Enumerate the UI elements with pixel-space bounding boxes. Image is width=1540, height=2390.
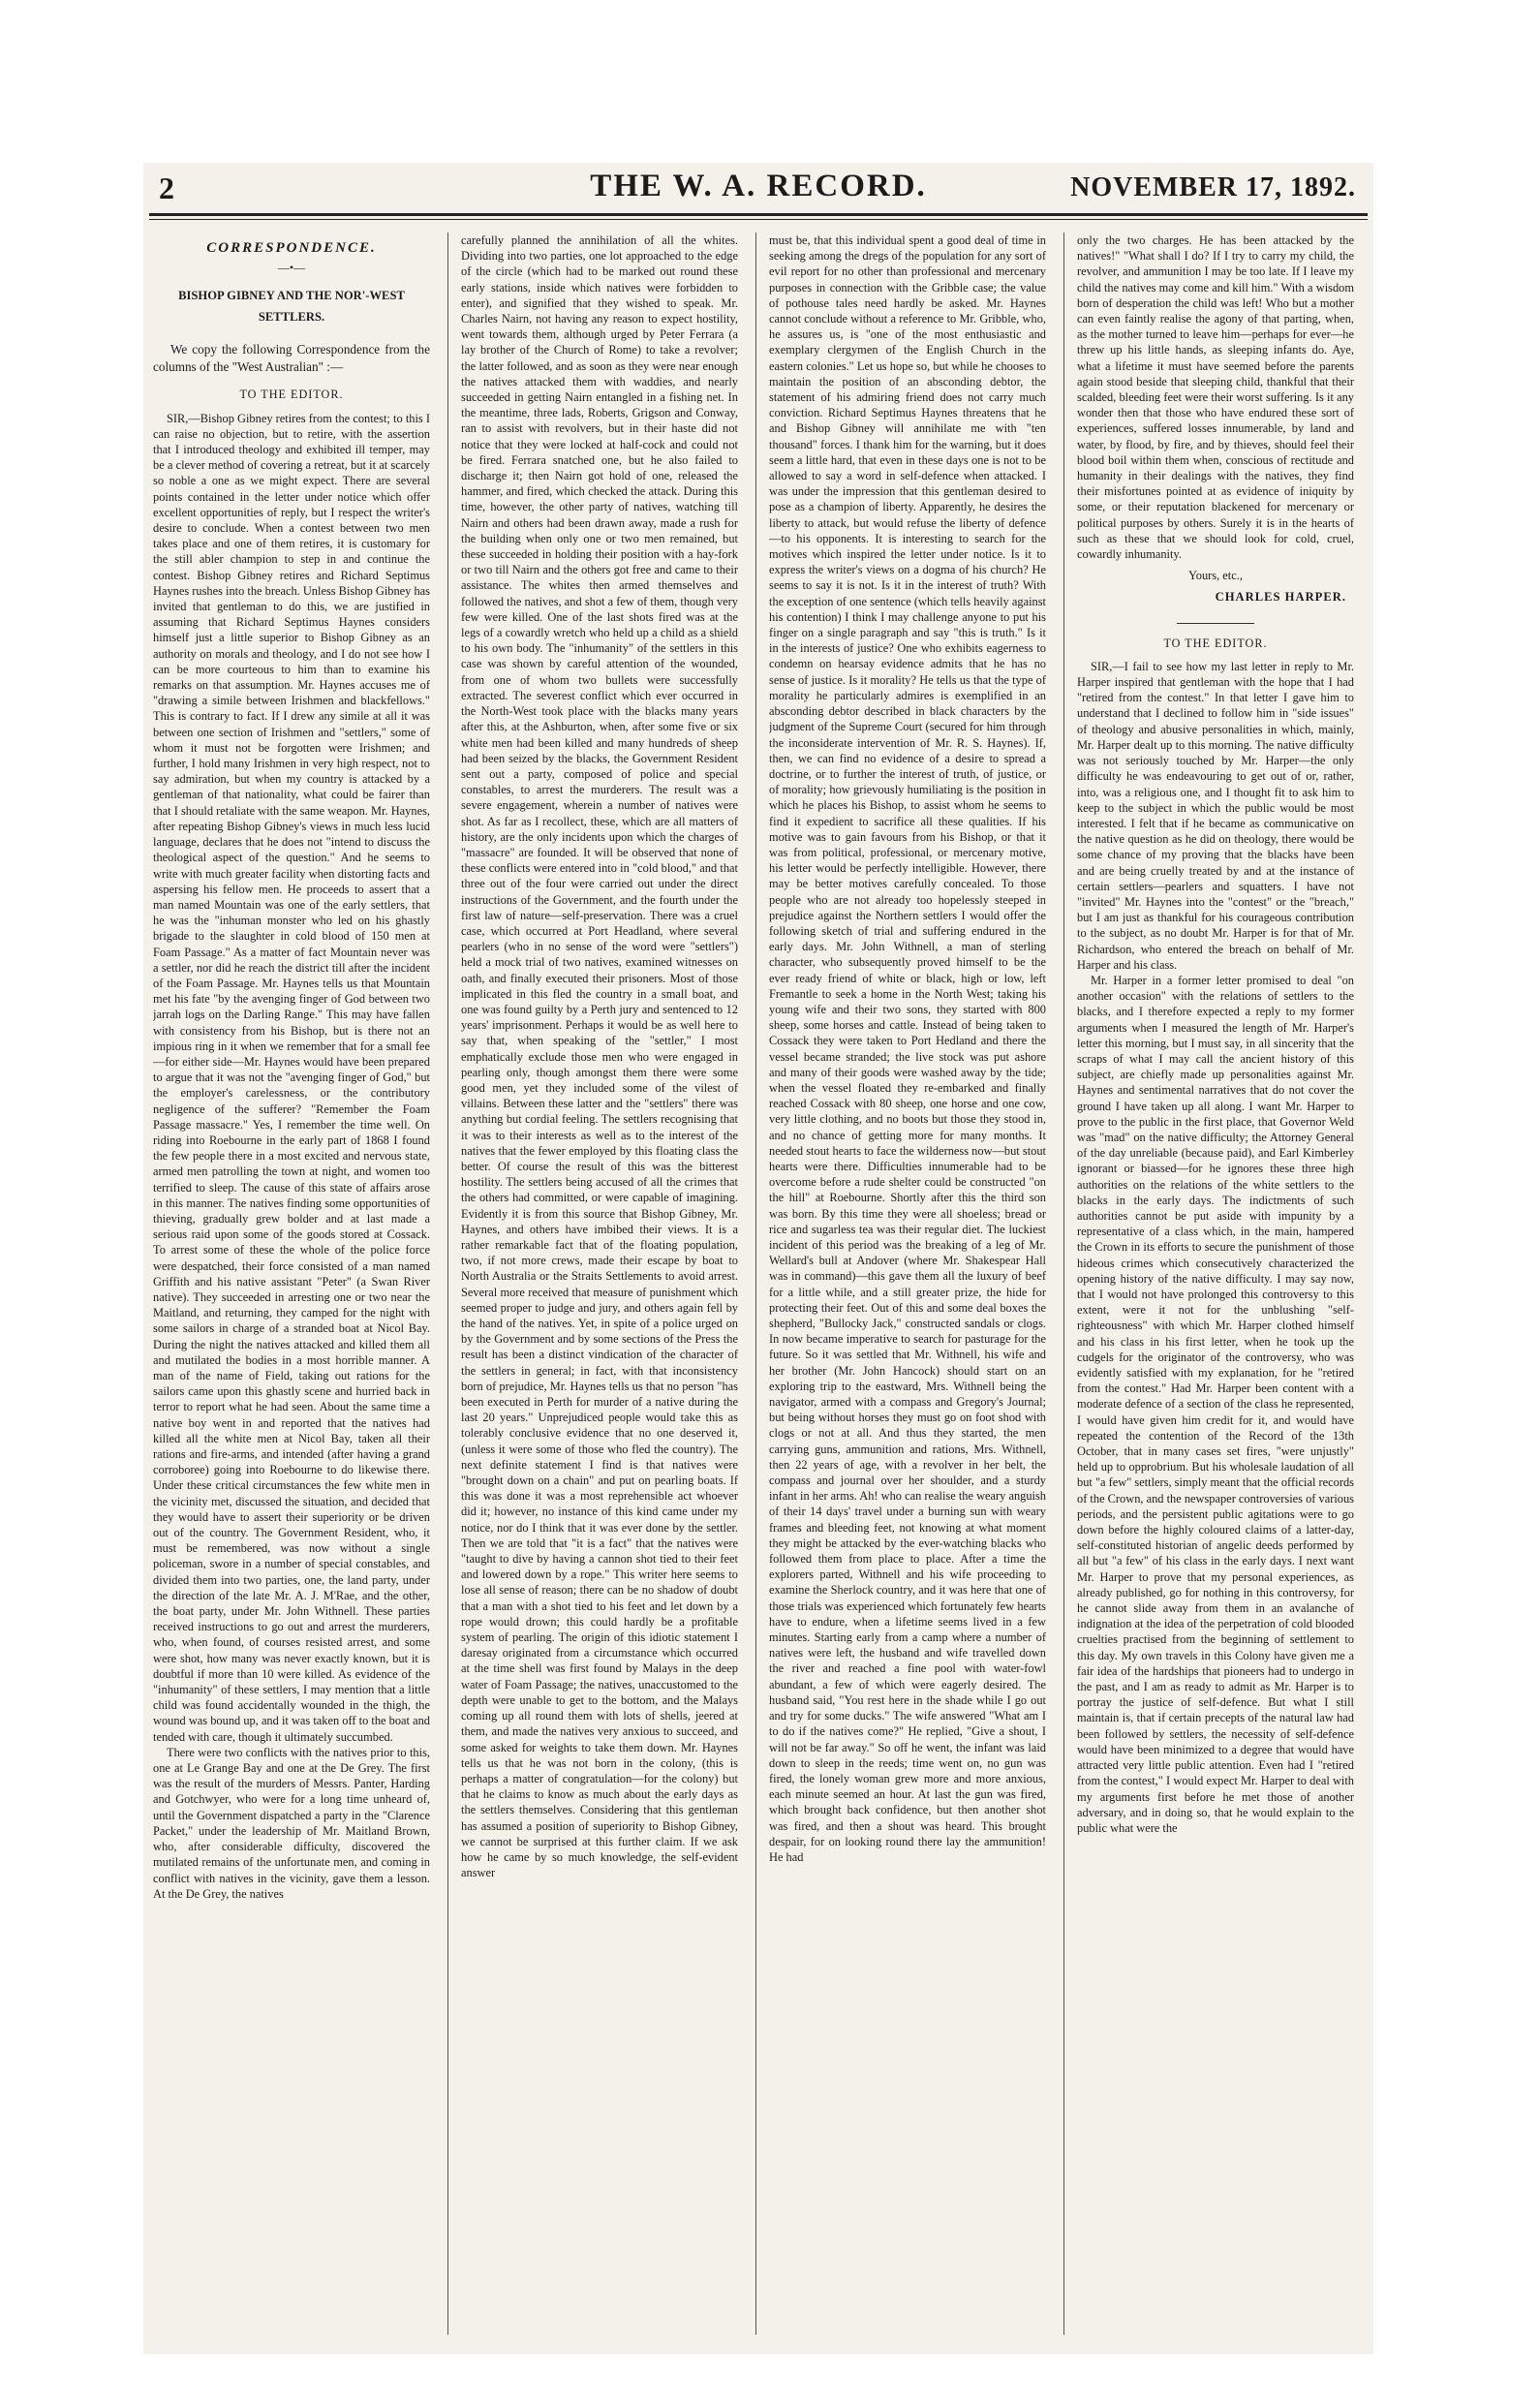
letter-salutation: TO THE EDITOR. (239, 388, 344, 402)
masthead (143, 163, 1373, 207)
newspaper-title: THE W. A. RECORD. (590, 169, 927, 203)
column-divider (447, 233, 448, 2335)
letter-paragraph: SIR,—I fail to see how my last letter in reply to Mr. Harper inspired that gentleman with the hope that I had "retired from the contest." In that letter I gave him to understand that I declined to follow him in "side issues" of theology and abusive personalities in which, mainly, Mr. Harper dealt up to this morning. The native difficulty was not seriously touched by Mr. Harper—the only difficulty he was endeavouring to get out of or, rather, into, was a religious one, and I thought fit to ask him to keep to the subject in which the public would be most interested. I felt that if he became as communicative on the native question as he did on theology, there would be some chance of my proving that the blacks have been and are being cruelly treated by and at the instance of certain settlers—pearlers and squatters. I have not "invited" Mr. Haynes into the "contest" or the "breach," but I am just as thankful for his courageous contribution to the subject, as no doubt Mr. Harper is for that of Mr. Richardson, who entered the breach on behalf of Mr. Harper and his class. (1077, 659, 1354, 972)
letter-paragraph: must be, that this individual spent a good deal of time in seeking among the dregs of the population for any sort of evil report for no other than professional and mercenary purposes in connection with the Gribble case; the value of pothouse tales need hardly be asked. Mr. Haynes cannot conclude without a reference to Mr. Gribble, who, he assures us, is "one of the most enthusiastic and exemplary clergymen of the English Church in the eastern colonies." Let us hope so, but while he chooses to maintain the position of an absconding debtor, the statement of his admiring friend does not carry much conviction. Richard Septimus Haynes threatens that he and Bishop Gibney will annihilate me with "ten thousand" forces. I thank him for the warning, but it does seem a little hard, that even in these days one is not to be allowed to say a word in self-defence when attacked. I was under the impression that this gentleman desired to pose as a champion of liberty. Apparently, he desires the liberty to attack, but would refuse the liberty of defence—to his opponents. It is interesting to search for the motives which inspired the letter under notice. Is it to express the writer's views on a dogma of his church? He seems to say it is not. Is it in the interest of truth? With the exception of one sentence (which tells heavily against his contention) I think I may challenge anyone to put his finger on a single paragraph and say "this is truth." Is it in the interests of justice? One who exhibits eagerness to condemn on hearsay evidence admits that he has no sense of justice. Is it morality? He tells us that the type of morality he particularly admires is exemplified in an absconding debtor described in black characters by the judgment of the Supreme Court (secured for him through the inconsiderate intervention of Mr. R. S. Haynes). If, then, we can find no evidence of a desire to spread a doctrine, or to further the interest of truth, of justice, or of morality; how grievously humiliating is the position in which he places his Bishop, to assist whom he seems to find it expedient to sacrifice all these qualities. If his motive was to gain favours from his Bishop, or that it was from political, professional, or mercenary motive, his letter would be perfectly intelligible. However, there may be better motives carefully concealed. To those people who are not already too hopelessly steeped in prejudice against the Northern settlers I would offer the following sketch of trial and suffering endured in the early days. Mr. John Withnell, a man of sterling character, who subsequently proved himself to be the ever ready friend of white or black, high or low, left Fremantle to seek a home in the North West; taking his young wife and their two sons, they started with 800 sheep, some horses and cattle. Instead of being taken to Cossack they were taken to Port Hedland and there the vessel became stranded; the live stock was put ashore and many of their goods were washed away by the tide; when the vessel floated they re-embarked and finally reached Cossack with 80 sheep, one horse and one cow, very little clothing, and no boots but those they stood in, and no chance of getting more for many months. It needed stout hearts to face the wilderness now—but stout hearts were there. Difficulties innumerable had to be overcome before a rude shelter could be constructed "on the hill" at Roebourne. Shortly after this the third son was born. By this time they were all shoeless; bread or rice and sugarless tea was their regular diet. The luckiest incident of this period was the breaking of a leg of Mr. Wellard's bull at Andover (where Mr. Shakespear Hall was in command)—this gave them all the luxury of beef for a little while, and a still greater prize, the hide for protecting their feet. Out of this and some deal boxes the shepherd, "Bullocky Jack," constructed sandals or clogs. In now became imperative to search for pasturage for the future. So it was settled that Mr. Withnell, his wife and her brother (Mr. John Hancock) should start on an exploring trip to the eastward, Mrs. Withnell being the navigator, armed with a compass and Gregory's Journal; but being without horses they must go on foot shod with clogs or not at all. And thus they started, the men carrying guns, ammunition and rations, Mrs. Withnell, then 22 years of age, with a revolver in her belt, the compass and journal over her shoulder, and a sturdy infant in her arms. Ah! who can realise the weary anguish of their 14 days' travel under a burning sun with weary frames and bleeding feet, not knowing at what moment they might be attacked by the ever-watching blacks who followed them from place to place. After a time the explorers parted, Withnell and his wife proceeding to examine the Sherlock country, and it was here that one of those trials was experienced which fortunately few hearts have to endure, when a lifetime seems lived in a few minutes. Starting early from a camp where a number of natives were left, the husband and wife travelled down the river and reached a fine pool with water-fowl abundant, a few of which were eagerly desired. The husband said, "You rest here in the shade while I go out and try for some ducks." The wife answered "What am I to do if the natives come?" He replied, "Give a shout, I will not be far away." So off he went, the infant was laid down to sleep in the reeds; time went on, no gun was fired, the lonely woman grew more and more anxious, each minute seemed an hour. At last the gun was fired, which brought back confidence, but then another shot was fired, and then a shout was heard. This brought despair, for on looking round there lay the ammunition! He had (769, 233, 1046, 1864)
letter-signature (1077, 568, 1354, 605)
newspaper-page (143, 163, 1373, 2354)
letter-paragraph: SIR,—Bishop Gibney retires from the contest; to this I can raise no objection, but to retire, with the assertion that I introduced theology and exhibited ill temper, may be a clever method of covering a retreat, but it at scarcely so noble a one as we might expect. There are several points contained in the letter under notice which offer excellent opportunities of reply, but I respect the writer's desire to conclude. When a contest between two men takes place and one of them retires, it is customary for the still abler champion to step in and continue the contest. Bishop Gibney retires and Richard Septimus Haynes rushes into the breach. Unless Bishop Gibney has invited that gentleman to do this, we are justified in assuming that Richard Septimus Haynes considers himself just a little superior to Bishop Gibney as an authority on morals and theology, and I do not see how I can be more courteous to him than to examine his remarks on that assumption. Mr. Haynes accuses me of "drawing a simile between Irishmen and blackfellows." This is contrary to fact. If I drew any simile at all it was between one section of Irishmen and "settlers," some of whom it must not be forgotten were Irishmen; and further, I hold many Irishmen in very high respect, not to say admiration, but when my country is attacked by a gentleman of that nationality, what could be fairer than that I should retaliate with the same weapon. Mr. Haynes, after repeating Bishop Gibney's views in much less lucid language, declares that he does not "intend to discuss the theological aspect of the question." And he seems to write with much greater facility when distorting facts and aspersing his fellow men. He proceeds to assert that a man named Mountain was one of the early settlers, that he was the "inhuman monster who led on his ghastly brigade to the slaughter in cold blood of 150 men at Foam Passage." As a matter of fact Mountain never was a settler, nor did he reach the district till after the incident of the Foam Passage. Mr. Haynes tells us that Mountain met his fate "by the avenging finger of God between two jarrah logs on the Darling Range." This may have fallen with consistency from his Bishop, but is there not an impious ring in it when we remember that for a small fee—for either side—Mr. Haynes would have been prepared to argue that it was not the "avenging finger of God," but the employer's carelessness, or the contributory negligence of the sufferer? "Remember the Foam Passage massacre." Yes, I remember the time well. On riding into Roebourne in the early part of 1868 I found the few people there in a most excited and nervous state, armed men patrolling the town at night, and women too terrified to sleep. The cause of this state of affairs arose in this manner. The natives finding some opportunities of thieving, gradually grew bolder and at last made a serious raid upon some of the goods stored at Cossack. To arrest some of these the whole of the police force were despatched, their force consisted of a man named Griffith and his native assistant "Peter" (a Swan River native). They succeeded in arresting one or two near the Maitland, and returning, they camped for the night with some sailors in charge of a stranded boat at Nicol Bay. During the night the natives attacked and killed them all and mutilated the bodies in a most horrible manner. A man of the name of Field, taking out rations for the sailors came upon this ghastly scene and hurried back in terror to report what he had seen. About the same time a native boy went in and reported that the natives had killed all the white men at Nicol Bay, taken all their rations and fire-arms, and intended (after having a grand corroboree) going into Roebourne to do likewise there. Under these critical circumstances the few white men in the vicinity met, discussed the situation, and decided that they would have to assert their superiority or be driven out of the country. The Government Resident, who, it must be remembered, was now without a single policeman, swore in a number of special constables, and divided them into two parties, one, the land party, under the direction of the late Mr. A. J. M'Rae, and the other, the boat party, under Mr. John Withnell. These parties received instructions to go out and arrest the murderers, who, when found, of courses resisted arrest, and some were shot, how many was never exactly known, but it is doubtful if more than 10 were killed. As evidence of the "inhumanity" of these settlers, I may mention that a little child was found accidentally wounded in the thigh, the wound was bound up, and it was taken off to the boat and tended with care, though it ultimately succumbed. (153, 411, 430, 1744)
column-divider (1063, 233, 1064, 2335)
section-heading: CORRESPONDENCE. (206, 240, 377, 256)
sign-off: Yours, etc., (1188, 569, 1243, 583)
letter-salutation: TO THE EDITOR. (1163, 636, 1268, 650)
page-number: 2 (159, 171, 174, 205)
article-intro: We copy the following Correspondence from the columns of the "West Australian" :— (153, 342, 430, 374)
article-headline: BISHOP GIBNEY AND THE NOR'-WEST SETTLERS. (178, 289, 405, 325)
letter-divider (1177, 623, 1254, 624)
column-3 (769, 233, 1046, 2344)
letter-paragraph: carefully planned the annihilation of all the whites. Dividing into two parties, one lot approached to the edge of the circle (which had to be marked out round these early stations, inside which natives were forbidden to enter), and signified that they wished to speak. Mr. Charles Nairn, not having any reason to expect hostility, went towards them, although urged by Peter Ferrara (a lay brother of the Church of Rome) to take a revolver; the latter followed, and as soon as they were near enough the natives attacked them with waddies, and nearly succeeded in getting Nairn entangled in a fishing net. In the meantime, three lads, Roberts, Grigson and Conway, ran to assist with revolvers, but in their haste did not notice that they were locked at half-cock and could not be fired. Ferrara snatched one, but he also failed to discharge it; then Nairn got hold of one, released the hammer, and fired, which checked the attack. During this time, however, the other party of natives, watching till Nairn and others had been drawn away, made a rush for the building when only one or two men remained, but these succeeded in holding their position with a hay-fork or two till Nairn and the others got free and came to their assistance. The whites then armed themselves and followed the natives, and shot a few of them, though very few were killed. One of the last shots fired was at the legs of a cowardly wretch who held up a child as a shield to his own body. The "inhumanity" of the settlers in this case was shown by careful attention of the wounded, from one of whom two bullets were successfully extracted. The severest conflict which ever occurred in the North-West took place with the blacks many years after this, at the Ashburton, when, after some five or six white men had been killed and many hundreds of sheep had been seized by the blacks, the Government Resident sent out a party, composed of police and special constables, to arrest the murderers. The result was a severe engagement, wherein a number of natives were shot. As far as I recollect, these, which are all matters of history, are the only incidents upon which the charges of "massacre" are founded. It will be observed that none of these conflicts were entered into in "cold blood," and that three out of the four were carried out under the direct instructions of the Government, and the fourth under the first law of nature—self-preservation. There was a cruel case, which occurred at Port Headland, where several pearlers (who in no sense of the word were "settlers") held a mock trial of two natives, examined witnesses on oath, and finally executed their prisoners. Most of those implicated in this fled the country in a small boat, and one was found guilty by a Perth jury and sentenced to 12 years' imprisonment. Perhaps it would be as well here to say that, when speaking of the "settler," I most emphatically exclude those men who were engaged in pearling only, though amongst them there were some good men, yet they included some of the vilest of villains. Between these latter and the "settlers" there was anything but cordial feeling. The settlers recognising that it was to their interests as well as to the interest of the natives that the fewer employed by this floating class the better. Of course the result of this was the bitterest hostility. The settlers being accused of all the crimes that the others had committed, or were capable of imagining. Evidently it is from this source that Bishop Gibney, Mr. Haynes, and others have imbibed their views. It is a rather remarkable fact that of the floating population, two, if not more crews, made their escape by boat to North Australia or the Straits Settlements to avoid arrest. Several more received that measure of punishment which seemed proper to judge and jury, and others again fell by the hand of the natives. Yet, in spite of a police urged on by the Government and by some sections of the Press the result has been a distinct vindication of the character of the settlers in general; in fact, with that inconsistency born of prejudice, Mr. Haynes tells us that no person "has been executed in Perth for murder of a native during the last 20 years." Unprejudiced people would take this as tolerably conclusive evidence that no one deserved it, (unless it were some of those who fled the country). The next definite statement I find is that natives were "brought down on a chain" and put on pearling boats. If this was done it was a most reprehensible act whoever did it; however, no instance of this kind came under my notice, nor do I think that it was ever done by the settler. Then we are told that "it is a fact" that the natives were "taught to dive by having a cannon shot tied to their feet and lowered down by a rope." This writer here seems to lose all sense of reason; there can be no shadow of doubt that a man with a shot tied to his feet and let down by a rope would drown; this could hardly be a profitable system of pearling. The origin of this idiotic statement I daresay originated from a circumstance which occurred at the time shell was first found by Malays in the deep water of Foam Passage; the natives, unaccustomed to the depth were unable to get to the bottom, and the Malays coming up all round them with lots of shells, jeered at them, and made the natives very anxious to succeed, and some asked for weights to take them down. Mr. Haynes tells us that he was not born in the colony, (this is perhaps a matter of congratulation—for the colony) but that he claims to know as much about the early days as the settlers themselves. Considering that this gentleman has assumed a position of superiority to Bishop Gibney, we cannot be surprised at this further claim. If we ask how he came by so much knowledge, the self-evident answer (461, 233, 738, 1880)
masthead-rule-thin (149, 219, 1368, 220)
issue-date: NOVEMBER 17, 1892. (1070, 172, 1356, 202)
masthead-rule (149, 213, 1368, 216)
letter-paragraph: Mr. Harper in a former letter promised to deal "on another occasion" with the relations of settlers to the blacks, and I therefore expected a reply to my former arguments when I measured the length of Mr. Harper's letter this morning, but I must say, in all sincerity that the scraps of what I may call the ancient history of this subject, are chiefly made up personalities against Mr. Haynes and sentimental narratives that do not cover the ground I have taken up all along. I want Mr. Harper to prove to the public in the first place, that Governor Weld was "mad" on the native difficulty; the Attorney General of the day unreliable (because paid), and Earl Kimberley ignorant or biassed—for he ignores these three high authorities on the relations of the white settlers to the blacks in the early days. The indictments of such authorities cannot be put aside with impunity by a representative of a class which, in the main, hampered the Crown in its efforts to secure the punishment of those hideous crimes which consecutively characterized the opening history of the native difficulty. I may say now, that I would not have prolonged this controversy to this extent, were it not for the unblushing "self-righteousness" with which Mr. Harper clothed himself and his class in his first letter, when he took up the cudgels for the originator of the controversy, who was evidently satisfied with my explanation, for he "retired from the contest." Had Mr. Harper been content with a moderate defence of a section of the class he represented, I would have given him credit for it, and would have repeated the contention of the Record of the 13th October, that in many cases set fires, "were unjustly" held up to opprobrium. But his wholesale laudation of all but "a few" settlers, simply meant that the official records of the Crown, and the newspaper controversies of various periods, and the persistent public agitations were to go down before the highly coloured claims of a latter-day, self-constituted historian of angelic deeds performed by all but "a few" of his class in the early days. I next want Mr. Harper to prove that my personal experiences, as already published, go for nothing in this controversy, for he cannot slide away from them in an avalanche of indignation at the idea of the perpetration of cold blooded cruelties practised from the beginning of settlement to this day. My own travels in this Colony have given me a fair idea of the hardships that pioneers had to undergo in the past, and I am as ready to admit as Mr. Harper is to portray the justice of self-defence. But what I still maintain is, that if certain precepts of the natural law had been followed by settlers, the necessity of self-defence would have been minimized to a degree that would have attracted very little public attention. Even had I "retired from the contest," I would expect Mr. Harper to deal with my arguments first before he met those of another adversary, and in doing so, that he would explain to the public what were the (1077, 973, 1354, 1835)
column-2 (461, 233, 738, 2344)
signer-name: CHARLES HARPER. (1215, 590, 1346, 605)
letter-paragraph: There were two conflicts with the natives prior to this, one at Le Grange Bay and one at the De Grey. The first was the result of the murders of Messrs. Panter, Harding and Gotchwyer, who were for a long time unheard of, until the Government dispatched a party in the "Clarence Packet," under the leadership of Mr. Maitland Brown, who, after considerable difficulty, discovered the mutilated remains of the unfortunate men, and coming in conflict with natives in the vicinity, gave them a lesson. At the De Grey, the natives (153, 1745, 430, 1901)
column-1 (153, 233, 430, 2344)
letter-paragraph: only the two charges. He has been attacked by the natives!" "What shall I do? If I try to carry my child, the revolver, and ammunition I may be too late. If I leave my child the natives may come and kill him." With a wisdom born of desperation the child was left! Who but a mother can even faintly realise the agony of that parting, when, as the mother turned to leave him—perhaps for ever—he threw up his little hands, as sleeping infants do. Aye, what a lifetime it must have seemed before the parents again stood beside that sleeping child, thankful that their scalded, bleeding feet were their worst suffering. Is it any wonder then that those who have endured these sort of experiences, suffered losses innumerable, by land and water, by flood, by fire, and by thieves, should feel their blood boil within them when, conscious of rectitude and humanity in their dealings with the natives, they find their misfortunes pointed at as evidence of iniquity by some, or their reputation blackened for mercenary or political purposes by others. Surely it is in the hearts of such as these that we should look for cold, cruel, cowardly inhumanity. (1077, 233, 1354, 562)
column-4 (1077, 233, 1354, 2344)
ornament-divider: —•— (277, 261, 306, 275)
column-divider (755, 233, 756, 2335)
